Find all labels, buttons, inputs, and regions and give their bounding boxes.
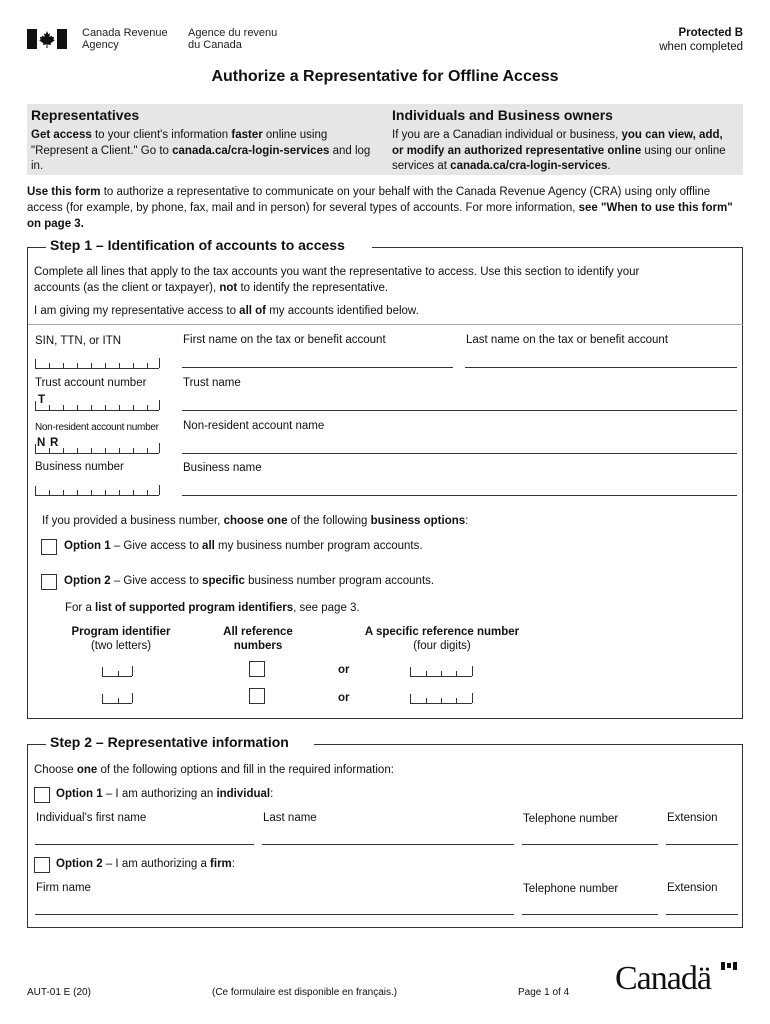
l3: , see page 3. [293,602,360,614]
info-box [27,104,743,175]
ind-telephone-label: Telephone number [523,813,619,825]
giving1: I am giving my representative access to [34,305,240,317]
ind-text-5: . [607,160,611,172]
form-title: Authorize a Representative for Offline Access [211,68,559,85]
bn-choose-text [42,513,468,529]
cp2: (two letters) [90,640,152,652]
nr-name-input[interactable] [182,453,737,454]
rep-text-1: Get access [31,129,92,141]
agency-fr-line1: Agence du revenu [188,27,278,39]
trust-prefix: T [38,394,46,406]
step2-title: Step 2 – Representative information [46,734,293,750]
firm-telephone-label: Telephone number [523,883,619,895]
bn-option2-checkbox[interactable] [41,574,57,590]
step2-section [27,734,743,928]
o2b: – Give access to [110,575,203,587]
trust-number-input[interactable] [35,401,159,411]
firm-extension-input[interactable] [666,914,738,915]
o1a: Option 1 [64,540,111,552]
form-id: AUT-01 E (20) [27,987,91,998]
wordmark-flag-icon [721,962,737,970]
ind-first-name-input[interactable] [35,844,254,845]
o1c: all [202,540,215,552]
nr-prefix-n: N [37,437,46,449]
representatives-info [31,107,376,175]
giving3: my accounts identified below. [266,305,419,317]
intro-3: see "When to use this form" on page 3. [27,202,733,230]
bnc4: business options [370,515,466,527]
ind-last-name-input[interactable] [262,844,514,845]
l2: list of supported program identifiers [95,602,294,614]
r1c: individual [216,788,271,800]
nr-number-label: Non-resident account number [35,422,159,433]
nr-prefix-r: R [50,437,59,449]
ind-first-name-label: Individual's first name [36,812,147,824]
rep-text-4: online using "Represent a Client." Go to [31,129,328,157]
ind-extension-label: Extension [667,812,718,824]
rep-option2-label [56,856,235,872]
col-specific-reference [352,625,532,653]
bn-label: Business number [35,461,124,473]
canada-wordmark: Canadä [615,960,711,997]
individuals-text [392,128,737,175]
french-availability: (Ce formulaire est disponible en français.) [212,987,398,998]
firm-extension-label: Extension [667,882,718,894]
bnc1: If you provided a business number, [42,515,224,527]
protected-label: Protected B [678,27,743,39]
step1-desc-line1: Complete all lines that apply to the tax accounts you want the representative to access. Use this section to identify your [34,266,640,278]
bnc5: : [465,515,469,527]
col-program-identifier [61,625,181,653]
or-label-2: or [338,692,350,704]
c3: of the following options and fill in the required information: [97,764,394,776]
intro-2: to authorize a representative to communicate on your behalf with the Canada Revenue Agency (CRA) using only offline access (for example, by phone, fax, mail and in person) for several types of accounts. For more information, [27,186,711,214]
ind-last-name-label: Last name [263,812,317,824]
or-label-1: or [338,664,350,676]
rep-text-3: faster [231,129,263,141]
step1-giving [34,303,419,319]
specific-ref-input-1[interactable] [410,667,472,677]
ind-login-link[interactable]: canada.ca/cra-login-services [450,160,608,172]
r1b: – I am authorizing an [102,788,217,800]
col-all-reference [208,625,308,653]
nr-name-label: Non-resident account name [183,420,325,432]
desc2b: not [219,282,238,294]
bn-option2-label [64,573,434,589]
trust-name-input[interactable] [182,410,737,411]
bn-input[interactable] [35,486,159,496]
representatives-heading: Representatives [31,107,140,123]
firm-telephone-input[interactable] [522,914,658,915]
ind-telephone-input[interactable] [522,844,658,845]
canada-flag-icon [27,29,67,49]
giving2: all of [239,305,267,317]
l1: For a [65,602,96,614]
ca1: All reference [223,626,293,638]
o2a: Option 2 [64,575,111,587]
o2c: specific [202,575,245,587]
list-identifiers-text [65,600,360,616]
step2-choose [34,762,394,778]
ca2: numbers [233,640,283,652]
page-number: Page 1 of 4 [518,987,570,998]
first-name-label: First name on the tax or benefit account [183,334,386,346]
last-name-input[interactable] [465,367,737,368]
intro-1: Use this form [27,186,101,198]
c1: Choose [34,764,77,776]
individuals-heading: Individuals and Business owners [392,107,613,123]
first-name-input[interactable] [182,367,453,368]
agency-name-fr [188,27,277,51]
firm-name-label: Firm name [36,882,91,894]
individuals-info [392,107,737,175]
agency-name-en [82,27,168,51]
specific-ref-input-2[interactable] [410,694,472,704]
all-reference-checkbox-2[interactable] [249,688,265,704]
step1-section [27,237,743,719]
r1d: : [270,788,274,800]
step1-desc-line2 [34,280,388,296]
rep-option1-checkbox[interactable] [34,787,50,803]
intro-paragraph [27,184,743,232]
r1a: Option 1 [56,788,103,800]
o1d: my business number program accounts. [214,540,423,552]
o2d: business number program accounts. [244,575,435,587]
bnc3: of the following [287,515,371,527]
rep-text-6: and log in. [31,144,371,172]
ind-text-2: you can view, add, or modify an authorized representative online [392,129,723,157]
firm-name-input[interactable] [35,914,514,915]
cs2: (four digits) [413,640,471,652]
agency-en-line2: Agency [82,39,119,51]
bn-name-input[interactable] [182,495,737,496]
c2: one [76,764,98,776]
last-name-label: Last name on the tax or benefit account [466,334,669,346]
rep-text-2: to your client's information [91,129,232,141]
rep-login-link[interactable]: canada.ca/cra-login-services [172,144,330,157]
agency-en-line1: Canada Revenue [82,27,168,39]
bn-name-label: Business name [183,462,262,474]
ind-extension-input[interactable] [666,844,738,845]
representatives-text [31,128,376,175]
cs1: A specific reference number [364,626,520,638]
desc2c: to identify the representative. [237,282,389,294]
agency-fr-line2: du Canada [188,39,242,51]
desc2a: accounts (as the client or taxpayer), [34,282,220,294]
step1-title: Step 1 – Identification of accounts to access [46,237,349,253]
bn-option1-label [64,538,423,554]
r2a: Option 2 [56,858,103,870]
r2c: firm [210,858,232,870]
o1b: – Give access to [110,540,203,552]
ind-text-1: If you are a Canadian individual or business, [392,129,622,141]
ind-text-3: using our online services at [392,144,726,172]
r2b: – I am authorizing a [102,858,211,870]
cp1: Program identifier [71,626,171,638]
program-id-input-2[interactable] [102,694,132,704]
rep-option2-checkbox[interactable] [34,857,50,873]
protected-b-notice [659,26,743,54]
sin-input[interactable] [35,359,159,369]
r2d: : [231,858,235,870]
trust-number-label: Trust account number [35,377,147,389]
rep-option1-label [56,786,273,802]
sin-label: SIN, TTN, or ITN [35,335,122,347]
bnc2: choose one [223,515,288,527]
trust-name-label: Trust name [183,377,241,389]
protected-sub: when completed [659,41,743,53]
program-id-input-1[interactable] [102,667,132,677]
all-reference-checkbox-1[interactable] [249,661,265,677]
bn-option1-checkbox[interactable] [41,539,57,555]
